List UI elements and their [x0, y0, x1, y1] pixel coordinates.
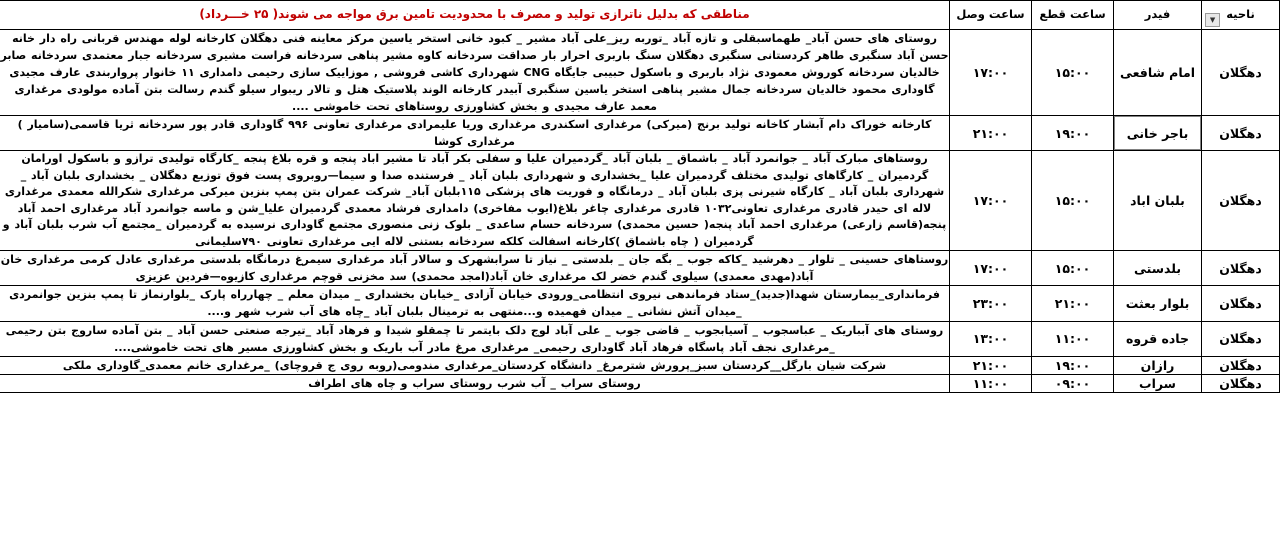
cell-feeder: سراب — [1114, 374, 1202, 392]
cell-feeder: امام شافعی — [1114, 30, 1202, 116]
table-row[interactable] — [0, 321, 1280, 356]
table-row[interactable] — [0, 116, 1280, 151]
cell-description: کارخانه خوراک دام آبشار کاخانه تولید برنج (میرکی) مرغداری اسکندری مرغداری وریا علیمرادی مرغداری تعاونی ۹۹۶ گاوداری قادر پور سردخانه ثریا قاسمی(سامیار ) مرغداری کوشا — [0, 116, 950, 151]
cell-region: دهگلان — [1202, 374, 1280, 392]
cell-time-on: ۲۳:۰۰ — [950, 286, 1032, 321]
cell-region: دهگلان — [1202, 151, 1280, 251]
cell-description: روستاهای مبارک آباد _ جوانمرد آباد _ باشماق _ بلبان آباد _گردمیران علیا و سفلی بکر آباد تا مشیر اباد پنجه و قره بلاغ پنجه _کارگاه تولیدی ترازو و باسکول اورامان گردمیران _ کارگاهای تولیدی مختلف گردمیران علیا _بخشداری و شهرداری بلبان آباد _ فرستنده صدا و سیما—روبروی پست فوق توزیع دهگلان _ بخشداری بلبان آباد _ شهرداری بلبان آباد _ کارگاه شیرنی پزی بلبان آباد _ درمانگاه و فوریت های پزشکی ۱۱۵بلبان آباد_ شرکت عمران بتن پمپ بنزین میرکی مرغداری شکرالله معمدی مرغداری لاله ای حیدر قادری مرغداری تعاونی۱۰۳۲ قادری مرغداری چاغر بلاغ(ایوب مفاخری) دامداری فرشاد معمدی گردمیران علیا_شن و ماسه جوانمرد آباد مرغداری احمد آباد پنجه(قاسم زارعی) مرغداری احمد آباد پنجه( حسین محمدی) سردخانه حسام ساعدی _ بلوک زنی منصوری مجتمع گاوداری نرسیده به گردمیران _مجتمع آب شرب بلبان آباد و گردمیران ( چاه باشماق )کارخانه اسفالت کلکه سردخانه بستنی لاله ایی مرغداری تعاونی ۷۹۰سلیمانی — [0, 151, 950, 251]
cell-description: فرمانداری_بیمارستان شهدا(جدید)_ستاد فرماندهی نیروی انتظامی_ورودی خیابان آزادی _خیابان بخشداری _ میدان معلم _ چهارراه پارک _بلوارنماز تا پمپ بنزین جوانمردی _میدان آتش نشانی _ میدان فهمیده و...منتهی به ترمینال بلبان آباد _چاه های آب شرب شهر و.... — [0, 286, 950, 321]
cell-time-on: ۱۱:۰۰ — [950, 374, 1032, 392]
cell-region: دهگلان — [1202, 30, 1280, 116]
column-header-time-off-label: ساعت قطع — [1039, 7, 1106, 22]
column-header-feeder[interactable] — [1114, 1, 1202, 30]
cell-time-off: ۱۹:۰۰ — [1032, 356, 1114, 374]
cell-time-off: ۲۱:۰۰ — [1032, 286, 1114, 321]
cell-time-on: ۲۱:۰۰ — [950, 356, 1032, 374]
cell-feeder: بلدستی — [1114, 251, 1202, 286]
table-row[interactable] — [0, 356, 1280, 374]
cell-region: دهگلان — [1202, 116, 1280, 151]
cell-feeder: جاده قروه — [1114, 321, 1202, 356]
cell-region: دهگلان — [1202, 286, 1280, 321]
column-header-time-off[interactable] — [1032, 1, 1114, 30]
table-row[interactable] — [0, 286, 1280, 321]
column-header-feeder-label: فیدر — [1144, 7, 1171, 22]
cell-region: دهگلان — [1202, 321, 1280, 356]
cell-feeder: بلوار بعثت — [1114, 286, 1202, 321]
cell-time-off: ۱۵:۰۰ — [1032, 151, 1114, 251]
header-row — [0, 1, 1280, 30]
cell-feeder[interactable]: باجر خانی — [1114, 116, 1202, 151]
cell-description: روستای های آبباریک _ عباسجوب _ آسیابجوب _ قاضی جوب _ علی آباد لوج دلک بایتمر تا چمقلو شیدا و فرهاد آباد _تیرجه صنعتی حسن آباد _ بتن آماده ساروج بتن رحیمی _مرغداری نجف آباد پاسگاه فرهاد آباد گاوداری رحیمی_ مرغداری مرغ مادر آب باریک و بخش کشاورزی مسیر های تحت خاموشی.... — [0, 321, 950, 356]
cell-region: دهگلان — [1202, 251, 1280, 286]
table-row[interactable] — [0, 374, 1280, 392]
cell-time-off: ۱۱:۰۰ — [1032, 321, 1114, 356]
table-row[interactable] — [0, 30, 1280, 116]
table-body — [0, 30, 1280, 393]
cell-time-on: ۱۷:۰۰ — [950, 251, 1032, 286]
cell-description: روستاهای حسینی _ تلوار _ دهرشید _کاکه جوب _ بگه جان _ بلدستی _ نیاز تا سرابشهرک و سالار آباد مرغداری سیمرغ درمانگاه بلدستی مرغداری عادل کرمی مرغداری خان آباد(مهدی معمدی) سیلوی گندم خضر لک مرغداری خان آباد(امجد محمدی) سد مخزنی قوچم مرغداری کازیوه—فردین عزیزی — [0, 251, 950, 286]
cell-time-off: ۱۵:۰۰ — [1032, 30, 1114, 116]
cell-time-on: ۲۱:۰۰ — [950, 116, 1032, 151]
cell-time-off: ۱۹:۰۰ — [1032, 116, 1114, 151]
cell-region: دهگلان — [1202, 356, 1280, 374]
cell-time-off: ۱۵:۰۰ — [1032, 251, 1114, 286]
cell-time-on: ۱۷:۰۰ — [950, 30, 1032, 116]
cell-time-on: ۱۳:۰۰ — [950, 321, 1032, 356]
table-row[interactable] — [0, 151, 1280, 251]
table-title-label: مناطقی که بدلیل ناترازی تولید و مصرف با محدودیت تامین برق مواجه می شوند( ۲۵ خـــرداد) — [199, 7, 750, 22]
filter-dropdown-icon[interactable]: ▼ — [1205, 13, 1220, 27]
table-row[interactable] — [0, 251, 1280, 286]
cell-description: روستای های حسن آباد_ طهماسبقلی و تازه آباد _توربه ریز_علی آباد مشیر _ کبود خانی استخر یاسین مرکز معاینه فنی دهگلان کارخانه لوله مهندس قربانی راه دار خانه حسن آباد سنگبری طاهر کردستانی سنگبری دهگلان سنگ باربری احرار بار صداقت سردخانه کاوه مشیر پناهی سردخانه فراست مشیری سردخانه جبار معتمدی سردخانه صابر خالدیان سردخانه کوروش معمودی نژاد باربری و باسکول حبیبی جایگاه CNG شهرداری کاشی فروشی , موزاییک سازی رحیمی دامداری ۱۱ خانوار پرواربندی عارف مجیدی گاوداری محمود خالدیان سردخانه جمال مشیر پناهی استخر یاسین سنگبری آبیدر کارخانه الوند پلاستیک هتل و تالار ریبوار سیلو گندم رسالت بتن آماده مولودی مرغداری معمد عارف مجیدی و بخش کشاورزی روستاهای تحت خاموشی .... — [0, 30, 950, 116]
cell-description: روستای سراب _ آب شرب روستای سراب و چاه های اطراف — [0, 374, 950, 392]
column-header-region-label: ناحیه — [1226, 7, 1255, 22]
table-title — [0, 1, 950, 30]
cell-feeder: رازان — [1114, 356, 1202, 374]
cell-time-on: ۱۷:۰۰ — [950, 151, 1032, 251]
cell-description: شرکت شیان بارگل__کردستان سبز_پرورش شترمرغ_ دانشگاه کردستان_مرغداری مندومی(روبه روی ج قروچای) _مرغداری خانم معمدی_گاوداری ملکی — [0, 356, 950, 374]
table-header — [0, 1, 1280, 30]
cell-feeder: بلبان اباد — [1114, 151, 1202, 251]
column-header-time-on[interactable] — [950, 1, 1032, 30]
column-header-time-on-label: ساعت وصل — [956, 7, 1025, 22]
column-header-region[interactable] — [1202, 1, 1280, 30]
cell-time-off: ۰۹:۰۰ — [1032, 374, 1114, 392]
